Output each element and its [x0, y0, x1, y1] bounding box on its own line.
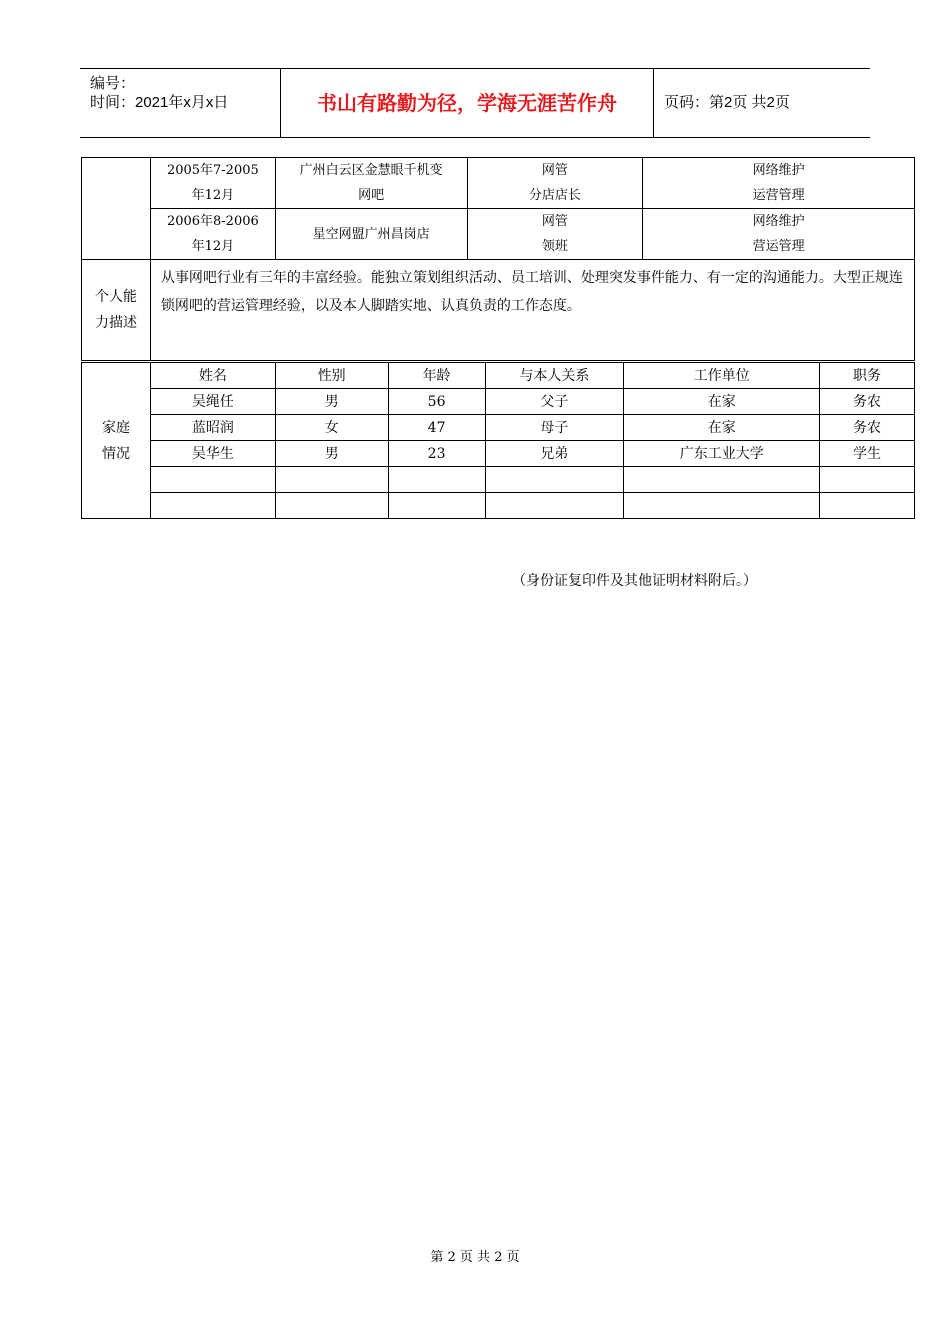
position-cell: 网管 领班 [467, 209, 643, 260]
period-cell: 2005年7-2005 年12月 [150, 158, 275, 209]
column-header: 年龄 [388, 363, 485, 389]
table-cell: 男 [275, 389, 388, 415]
table-cell: 吴华生 [150, 441, 275, 467]
table-cell: 学生 [820, 441, 915, 467]
table-row [82, 415, 915, 441]
column-header: 职务 [820, 363, 915, 389]
section-label-cell [82, 158, 151, 260]
period-cell: 2006年8-2006 年12月 [150, 209, 275, 260]
table-cell: 56 [388, 389, 485, 415]
column-header: 姓名 [150, 363, 275, 389]
ability-label: 个人能 力描述 [82, 260, 151, 361]
table-cell: 广东工业大学 [624, 441, 820, 467]
page-footer: 第 2 页 共 2 页 [430, 1250, 520, 1265]
table-cell: 父子 [485, 389, 624, 415]
table-cell: 蓝昭润 [150, 415, 275, 441]
duty-cell: 网络维护 运营管理 [643, 158, 915, 209]
table-cell [150, 493, 275, 519]
column-header: 性别 [275, 363, 388, 389]
family-header-row [82, 363, 915, 389]
table-cell: 23 [388, 441, 485, 467]
time-label: 时间：2021年x月x日 [90, 94, 229, 111]
table-cell: 男 [275, 441, 388, 467]
table-cell: 吴绳任 [150, 389, 275, 415]
table-cell: 母子 [485, 415, 624, 441]
employer-cell: 星空网盟广州昌岗店 [275, 209, 467, 260]
table-cell [275, 467, 388, 493]
family-table [81, 362, 915, 519]
table-cell [275, 493, 388, 519]
employer-cell: 广州白云区金慧眼千机变 网吧 [275, 158, 467, 209]
table-row [82, 158, 915, 209]
work-history-table [81, 157, 915, 361]
table-cell [624, 467, 820, 493]
table-cell [150, 467, 275, 493]
ability-row [82, 260, 915, 361]
table-row [82, 441, 915, 467]
table-cell [388, 467, 485, 493]
table-cell [388, 493, 485, 519]
table-cell: 在家 [624, 389, 820, 415]
header-motto: 书山有路勤为径，学海无涯苦作舟 [281, 69, 654, 137]
table-cell: 在家 [624, 415, 820, 441]
table-cell: 务农 [820, 389, 915, 415]
table-cell [485, 467, 624, 493]
column-header: 与本人关系 [485, 363, 624, 389]
duty-cell: 网络维护 营运管理 [643, 209, 915, 260]
table-cell [820, 467, 915, 493]
table-cell [624, 493, 820, 519]
table-cell: 务农 [820, 415, 915, 441]
table-cell: 兄弟 [485, 441, 624, 467]
table-cell [485, 493, 624, 519]
table-row [82, 467, 915, 493]
table-cell: 47 [388, 415, 485, 441]
table-cell [820, 493, 915, 519]
ability-description: 从事网吧行业有三年的丰富经验。能独立策划组织活动、员工培训、处理突发事件能力、有一定的沟通能力。大型正规连锁网吧的营运管理经验，以及本人脚踏实地、认真负责的工作态度。 [150, 260, 914, 361]
table-row [82, 209, 915, 260]
header-page-info: 页码：第2页 共2页 [664, 94, 790, 111]
table-row [82, 493, 915, 519]
number-label: 编号： [90, 75, 136, 92]
header-meta [80, 69, 281, 137]
page-header [80, 68, 870, 138]
table-row [82, 389, 915, 415]
attachment-note: （身份证复印件及其他证明材料附后。） [512, 573, 757, 589]
table-cell: 女 [275, 415, 388, 441]
position-cell: 网管 分店店长 [467, 158, 643, 209]
family-label: 家庭 情况 [82, 363, 151, 519]
column-header: 工作单位 [624, 363, 820, 389]
